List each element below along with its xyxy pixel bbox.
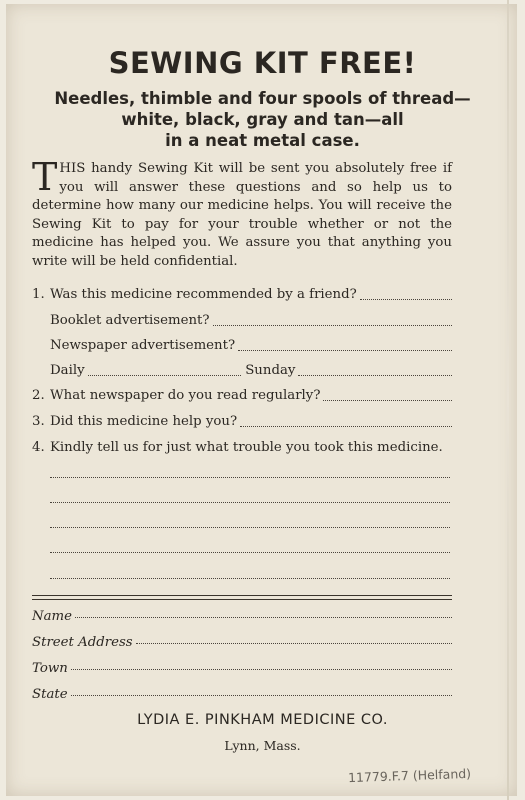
question-1-newspaper [32, 335, 452, 357]
question-text: Was this medicine recommended by a friend? [50, 287, 357, 302]
subhead-line: Needles, thimble and four spools of thread— [54, 89, 471, 108]
question-text: Did this medicine help you? [50, 414, 238, 429]
answer-blank-line [50, 476, 450, 478]
question-4 [32, 437, 452, 459]
answer-line [360, 298, 452, 300]
company-city: Lynn, Mass. [224, 738, 301, 753]
daily-label: Daily [50, 363, 85, 378]
field-label: Town [32, 661, 68, 676]
answer-blank-line [50, 501, 450, 503]
question-number: 1. [32, 287, 45, 302]
field-label: State [32, 687, 68, 702]
field-line [136, 642, 452, 644]
answer-line [238, 349, 452, 351]
field-label: Name [32, 609, 73, 624]
question-text: What newspaper do you read regularly? [50, 388, 321, 403]
answer-line [240, 425, 452, 427]
question-1-daily-sunday [32, 360, 452, 382]
answer-line [323, 399, 452, 401]
question-number: 2. [32, 388, 45, 403]
name-field [32, 602, 452, 624]
answer-blank-line [50, 526, 450, 528]
street-address-field [32, 628, 452, 650]
question-number: 3. [32, 414, 45, 429]
drop-cap: T [32, 155, 58, 199]
daily-answer-line [88, 374, 242, 376]
question-3 [32, 411, 452, 433]
subhead-line: white, black, gray and tan—all [121, 110, 404, 129]
question-text: Booklet advertisement? [50, 313, 210, 328]
field-line [71, 668, 452, 670]
divider-rule [32, 595, 452, 600]
question-1-booklet [32, 310, 452, 332]
town-field [32, 654, 452, 676]
intro-paragraph [32, 155, 452, 271]
answer-line [213, 324, 452, 326]
sunday-answer-line [298, 374, 452, 376]
field-label: Street Address [32, 635, 133, 650]
question-number: 4. [32, 440, 45, 455]
sunday-label: Sunday [245, 363, 296, 378]
intro-text: HIS handy Sewing Kit will be sent you absolutely free if you will answer these questions and so help us to determine how many our medicine helps. You will receive the Sewing Kit to pay for your trouble whether or not the medicine has helped you. We assure you that anything you write will be held confidential. [32, 161, 452, 269]
subheadline [0, 88, 525, 151]
question-text: Newspaper advertisement? [50, 338, 236, 353]
company-name: LYDIA E. PINKHAM MEDICINE CO. [137, 712, 388, 728]
field-line [71, 694, 452, 696]
handwritten-catalog-number: 11779.F.7 (Helfand) [347, 765, 472, 786]
state-field [32, 680, 452, 702]
question-text: Kindly tell us for just what trouble you took this medicine. [50, 440, 443, 455]
field-line [75, 616, 452, 618]
subhead-line: in a neat metal case. [165, 131, 360, 150]
headline: SEWING KIT FREE! [108, 46, 417, 80]
answer-blank-line [50, 551, 450, 553]
answer-blank-line [50, 577, 450, 579]
question-2 [32, 385, 452, 407]
question-1 [32, 284, 452, 306]
